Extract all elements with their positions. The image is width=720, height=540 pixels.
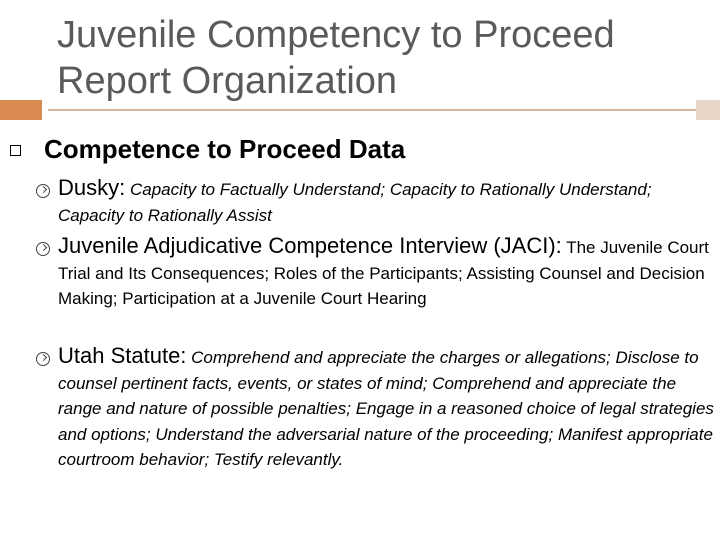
slide-title: Juvenile Competency to Proceed Report Organization <box>57 14 615 102</box>
circle-check-icon <box>36 184 50 198</box>
item-description: The Juvenile Court Trial and Its Consequences; Roles of the Participants; Assisting Counsel and Decision Making; Participation at a Juvenile Court Hearing <box>58 238 709 308</box>
item-label: Utah Statute: <box>58 343 187 368</box>
section-heading: Competence to Proceed Data <box>44 134 406 164</box>
list-item-jaci <box>36 234 716 313</box>
list-item-utah-statute <box>36 344 716 474</box>
item-label: Dusky: <box>58 175 126 200</box>
square-bullet-icon <box>10 145 21 156</box>
item-label: Juvenile Adjudicative Competence Interview (JACI): <box>58 233 562 258</box>
circle-check-icon <box>36 242 50 256</box>
item-description: Comprehend and appreciate the charges or allegations; Disclose to counsel pertinent facts, events, or states of mind; Comprehend and appreciate the range and nature of possible penalties; Engage in a reasoned choice of legal strategies and options; Understand the adversarial nature of the proceeding; Manifest appropriate courtroom behavior; Testify relevantly. <box>58 348 714 469</box>
accent-bar-end <box>696 100 720 120</box>
divider-line <box>48 109 720 111</box>
item-description: Capacity to Factually Understand; Capacity to Rationally Understand; Capacity to Rationally Assist <box>58 180 652 225</box>
accent-bar <box>0 100 42 120</box>
list-item-dusky <box>36 176 716 229</box>
circle-check-icon <box>36 352 50 366</box>
